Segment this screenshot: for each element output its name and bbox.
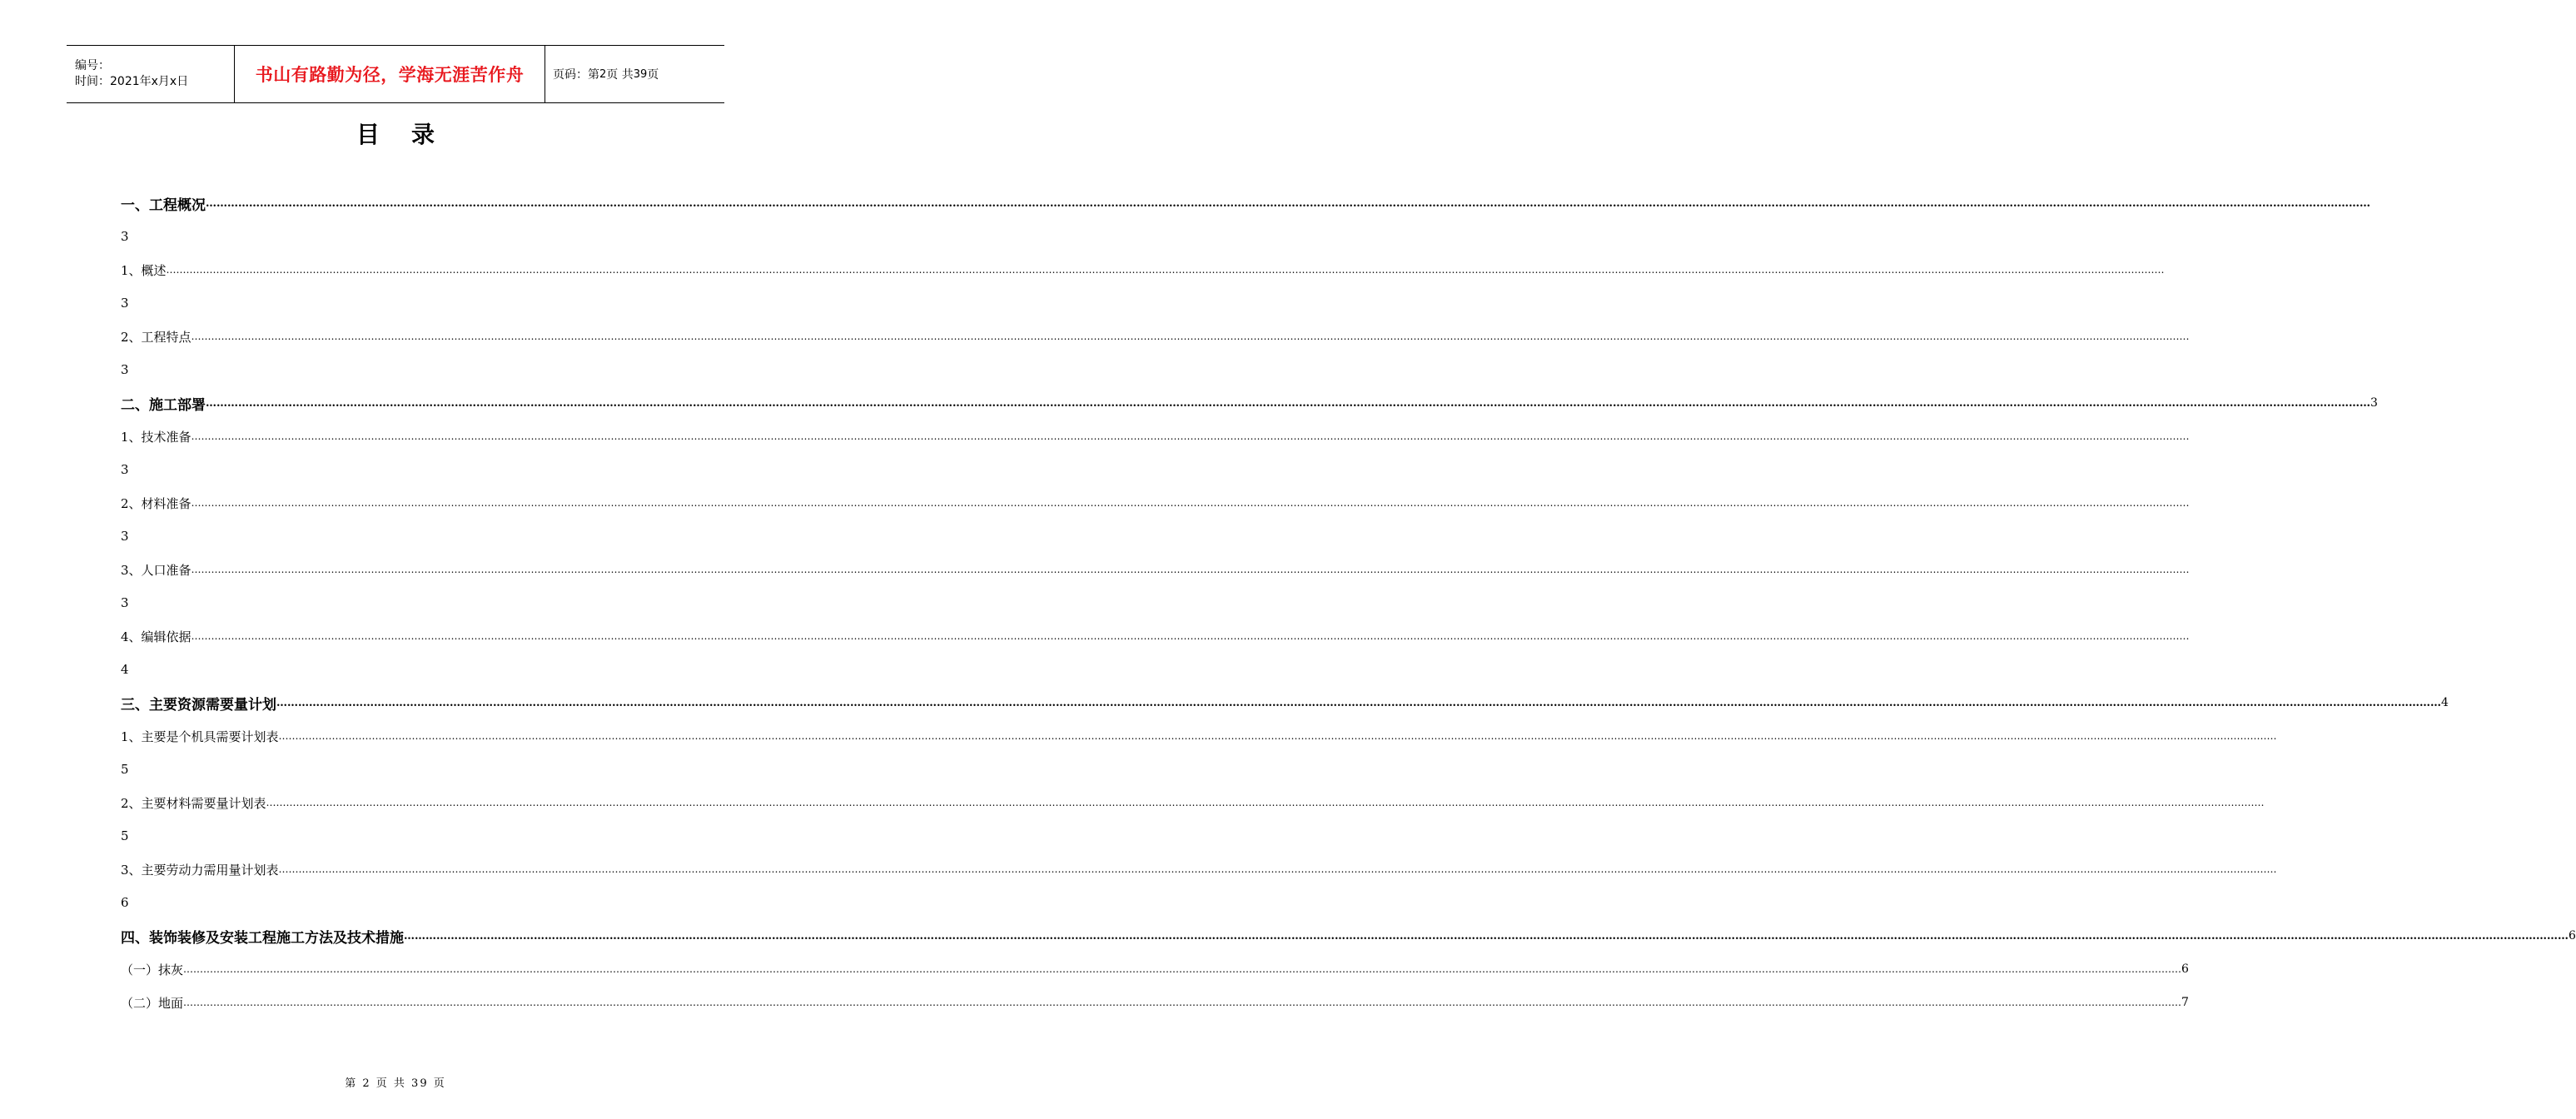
page-suffix: 页 bbox=[647, 68, 659, 82]
toc-entry[interactable] bbox=[121, 686, 2449, 719]
page-mid: 页 共 bbox=[606, 68, 634, 82]
page-current: 2 bbox=[599, 67, 607, 81]
toc-leader-dots: …………………………………………………………………………………………………………………………………………………………………………………………………………………………………………………………………………………………………………………………………………………………………………………………………………………………………………………………………………………………………………………………………………………… bbox=[191, 564, 2190, 575]
toc-entry[interactable] bbox=[121, 553, 2190, 586]
toc-entry-page: 6 bbox=[2181, 962, 2189, 976]
toc-entry[interactable] bbox=[121, 952, 2189, 986]
toc-entry[interactable] bbox=[121, 420, 2190, 453]
toc-leader-dots: …………………………………………………………………………………………………………………………………………………………………………………………………………………………………………………………………………………………………………………………………………………………………………………………………………………………………………………………………………………………………………………………………………………… bbox=[266, 797, 2265, 808]
toc-entry-page: 6 bbox=[2569, 929, 2576, 942]
header-meta bbox=[67, 46, 234, 102]
toc-leader-dots: …………………………………………………………………………………………………………………………………………………………………………………………………………………………………………………………………………………………………………………………………………………………………………………………………………………………………………………………………………………………………………………………………………………… bbox=[206, 196, 2370, 210]
toc-wrapped-page-number: 3 bbox=[121, 229, 129, 244]
header-motto-cell bbox=[234, 46, 545, 102]
toc-entry[interactable] bbox=[121, 919, 2576, 952]
toc-entry[interactable] bbox=[121, 386, 2378, 420]
toc-entry[interactable] bbox=[121, 719, 2277, 753]
toc-wrapped-page-number: 5 bbox=[121, 828, 129, 843]
toc-entry-label: 三、主要资源需要量计划 bbox=[121, 696, 276, 714]
toc-wrapped-page-number: 3 bbox=[121, 362, 129, 377]
header-page-info bbox=[545, 46, 724, 102]
toc-entry-page: 4 bbox=[2441, 696, 2449, 709]
toc-wrapped-page-number: 3 bbox=[121, 296, 129, 311]
toc-entry[interactable] bbox=[121, 786, 2265, 819]
toc-leader-dots: …………………………………………………………………………………………………………………………………………………………………………………………………………………………………………………………………………………………………………………………………………………………………………………………………………………………………………………………………………………………………………………………………………………… bbox=[191, 630, 2190, 642]
toc-entry-label: 一、工程概况 bbox=[121, 196, 206, 214]
toc-entry-label: （一）抹灰 bbox=[121, 962, 184, 977]
toc-wrapped-page-number: 4 bbox=[121, 662, 129, 677]
toc-wrapped-page-number: 3 bbox=[121, 529, 129, 544]
toc-entry-page: 3 bbox=[2370, 396, 2378, 410]
toc-entry[interactable] bbox=[121, 486, 2190, 520]
toc-entry[interactable] bbox=[121, 186, 2370, 220]
toc-entry-label: 1、主要是个机具需要计划表 bbox=[121, 729, 279, 744]
motto: 书山有路勤为径，学海无涯苦作舟 bbox=[255, 65, 525, 85]
toc-entry-label: 1、概述 bbox=[121, 262, 167, 278]
toc-leader-dots: …………………………………………………………………………………………………………………………………………………………………………………………………………………………………………………………………………………………………………………………………………………………………………………………………………………………………………………………………………………………………………………………………………………… bbox=[191, 430, 2190, 442]
toc-entry[interactable] bbox=[121, 986, 2189, 1019]
toc-wrapped-page-number: 3 bbox=[121, 462, 129, 477]
toc-leader-dots: …………………………………………………………………………………………………………………………………………………………………………………………………………………………………………………………………………………………………………………………………………………………………………………………………………………………………………………………………………………………………………………………………………………… bbox=[183, 963, 2182, 975]
page-total: 39 bbox=[633, 67, 648, 81]
time-label: 时间：2021年x月x日 bbox=[75, 75, 189, 88]
toc-entry-label: 四、装饰装修及安装工程施工方法及技术措施 bbox=[121, 929, 404, 947]
toc-entry-page: 7 bbox=[2181, 996, 2189, 1009]
toc-entry[interactable] bbox=[121, 320, 2190, 353]
toc-leader-dots: …………………………………………………………………………………………………………………………………………………………………………………………………………………………………………………………………………………………………………………………………………………………………………………………………………………………………………………………………………………………………………………………………………………… bbox=[278, 730, 2277, 742]
page-title: 目录 bbox=[356, 121, 466, 148]
toc-entry-label: 4、编辑依据 bbox=[121, 629, 191, 644]
toc-wrapped-page-number: 3 bbox=[121, 595, 129, 610]
toc-entry-label: 1、技术准备 bbox=[121, 429, 191, 445]
page-header bbox=[67, 45, 724, 103]
toc-wrapped-page-number: 6 bbox=[121, 895, 129, 910]
toc-entry[interactable] bbox=[121, 253, 2165, 286]
toc-entry-label: 2、主要材料需要量计划表 bbox=[121, 795, 266, 811]
toc-leader-dots: …………………………………………………………………………………………………………………………………………………………………………………………………………………………………………………………………………………………………………………………………………………………………………………………………………………………………………………………………………………………………………………………………………………… bbox=[276, 696, 2441, 709]
toc-entry-label: （二）地面 bbox=[121, 995, 184, 1011]
toc-leader-dots: …………………………………………………………………………………………………………………………………………………………………………………………………………………………………………………………………………………………………………………………………………………………………………………………………………………………………………………………………………………………………………………………………………………… bbox=[206, 396, 2370, 410]
toc-wrapped-page-number: 5 bbox=[121, 762, 129, 777]
number-label: 编号： bbox=[75, 59, 110, 72]
toc-leader-dots: …………………………………………………………………………………………………………………………………………………………………………………………………………………………………………………………………………………………………………………………………………………………………………………………………………………………………………………………………………………………………………………………………………………… bbox=[183, 997, 2182, 1008]
toc-leader-dots: …………………………………………………………………………………………………………………………………………………………………………………………………………………………………………………………………………………………………………………………………………………………………………………………………………………………………………………………………………………………………………………………………………………… bbox=[278, 863, 2277, 875]
toc-entry-label: 二、施工部署 bbox=[121, 396, 206, 414]
toc-entry-label: 3、主要劳动力需用量计划表 bbox=[121, 862, 279, 878]
toc-leader-dots: …………………………………………………………………………………………………………………………………………………………………………………………………………………………………………………………………………………………………………………………………………………………………………………………………………………………………………………………………………………………………………………………………………………… bbox=[404, 929, 2569, 942]
toc-entry-label: 2、工程特点 bbox=[121, 329, 191, 345]
toc-leader-dots: …………………………………………………………………………………………………………………………………………………………………………………………………………………………………………………………………………………………………………………………………………………………………………………………………………………………………………………………………………………………………………………………………………………… bbox=[166, 264, 2165, 276]
toc-leader-dots: …………………………………………………………………………………………………………………………………………………………………………………………………………………………………………………………………………………………………………………………………………………………………………………………………………………………………………………………………………………………………………………………………………………… bbox=[191, 497, 2190, 509]
page-footer: 第 2 页 共 39 页 bbox=[345, 1077, 446, 1090]
toc-entry[interactable] bbox=[121, 853, 2277, 886]
toc-entry[interactable] bbox=[121, 619, 2190, 653]
toc-entry-label: 3、人口准备 bbox=[121, 562, 191, 578]
toc-leader-dots: …………………………………………………………………………………………………………………………………………………………………………………………………………………………………………………………………………………………………………………………………………………………………………………………………………………………………………………………………………………………………………………………………………………… bbox=[191, 331, 2190, 342]
page-label: 页码：第 bbox=[553, 68, 599, 82]
toc-entry-label: 2、材料准备 bbox=[121, 495, 191, 511]
